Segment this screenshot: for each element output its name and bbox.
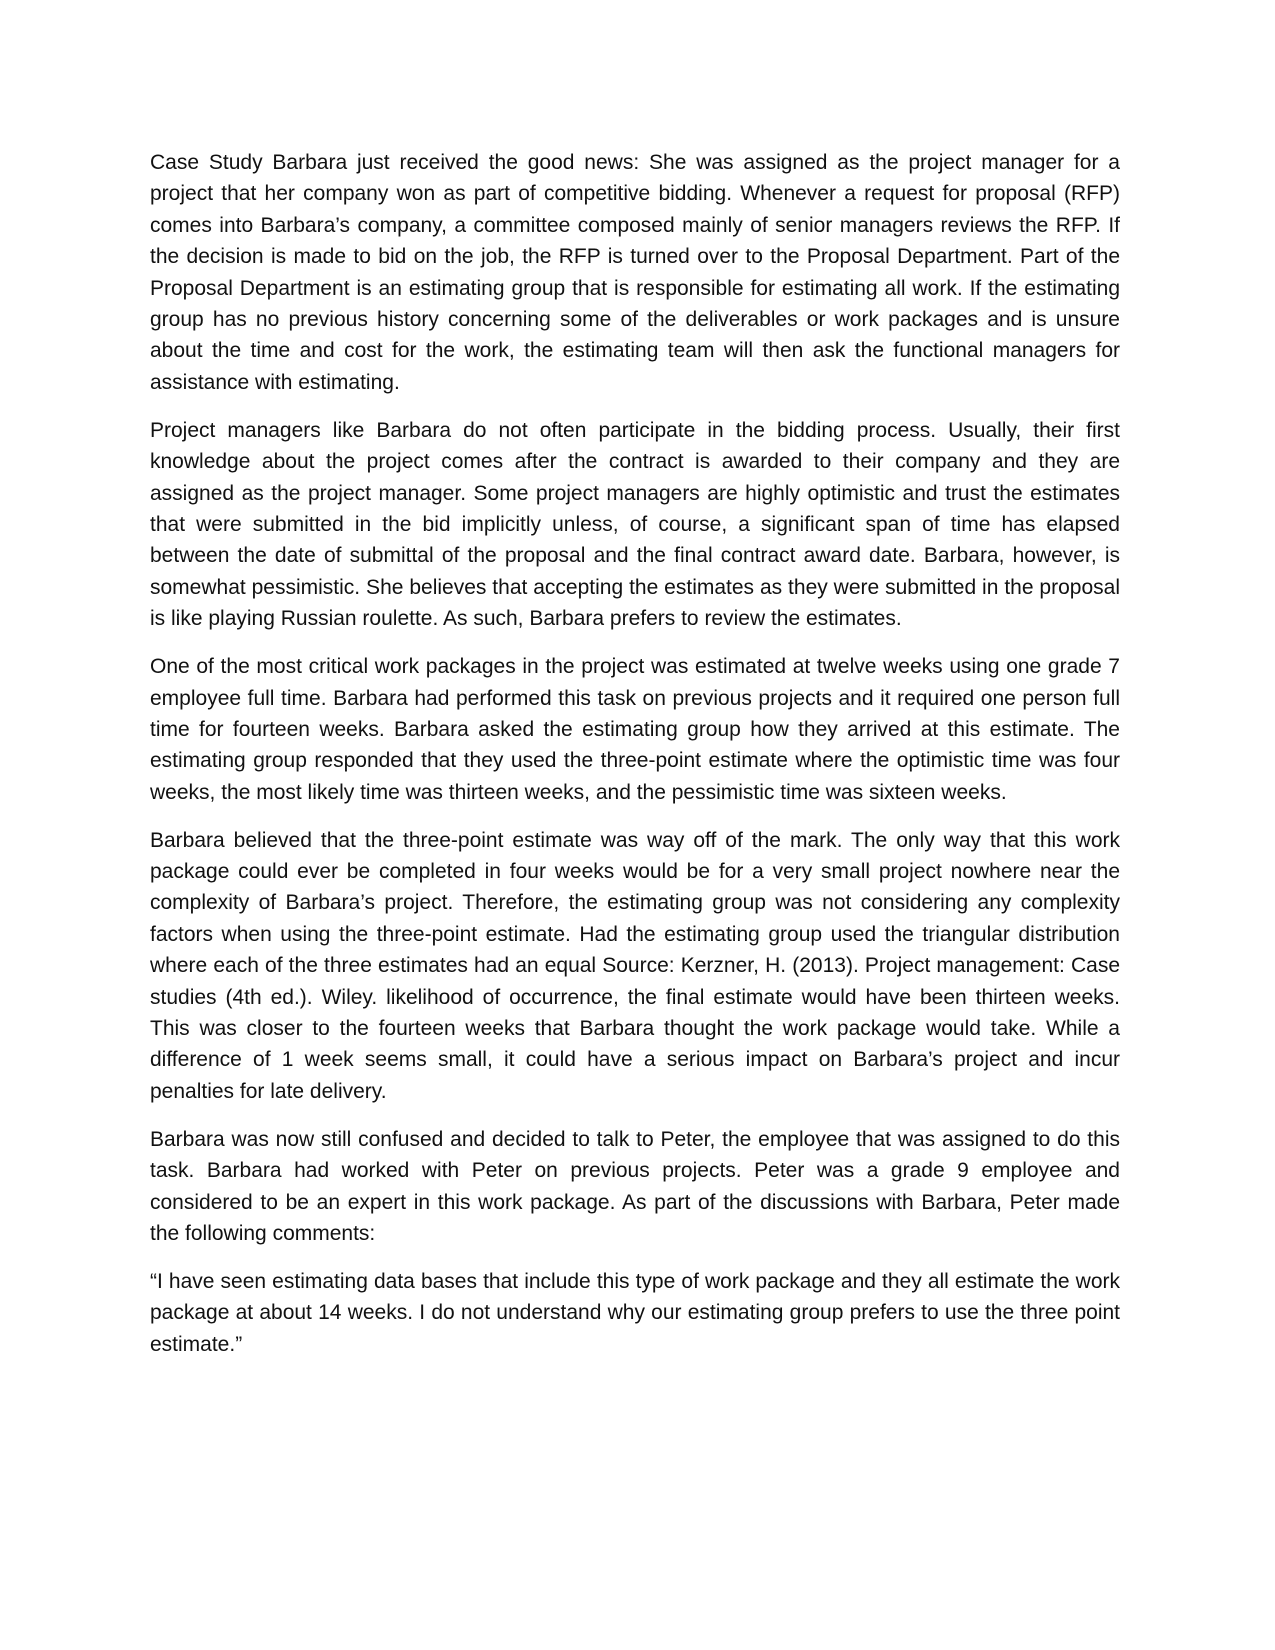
document-body [150,147,1120,1360]
paragraph-critical-work-package: One of the most critical work packages in the project was estimated at twelve weeks using one grade 7 employee full time. Barbara had performed this task on previous projects and it required one person full time for fourteen weeks. Barbara asked the estimating group how they arrived at this estimate. The estimating group responded that they used the three-point estimate where the optimistic time was four weeks, the most likely time was thirteen weeks, and the pessimistic time was sixteen weeks. [150,655,1120,804]
paragraph-project-managers: Project managers like Barbara do not often participate in the bidding process. Usually, their first knowledge about the project comes after the contract is awarded to their company and they are assigned as the project manager. Some project managers are highly optimistic and trust the estimates that were submitted in the bid implicitly unless, of course, a significant span of time has elapsed between the date of submittal of the proposal and the final contract award date. Barbara, however, is somewhat pessimistic. She believes that accepting the estimates as they were submitted in the proposal is like playing Russian roulette. As such, Barbara prefers to review the estimates. [150,418,1120,631]
paragraph-three-point-estimate: Barbara believed that the three-point estimate was way off of the mark. The only way that this work package could ever be completed in four weeks would be for a very small project nowhere near the complexity of Barbara’s project. Therefore, the estimating group was not considering any complexity factors when using the three-point estimate. Had the estimating group used the triangular distribution where each of the three estimates had an equal Source: Kerzner, H. (2013). Project management: Case studies (4th ed.). Wiley. likelihood of occurrence, the final estimate would have been thirteen weeks. This was closer to the fourteen weeks that Barbara thought the work package would take. While a difference of 1 week seems small, it could have a serious impact on Barbara’s project and incur penalties for late delivery. [150,828,1120,1103]
paragraph-case-intro: Case Study Barbara just received the good news: She was assigned as the project manager for a project that her company won as part of competitive bidding. Whenever a request for proposal (RFP) comes into Barbara’s company, a committee composed mainly of senior managers reviews the RFP. If the decision is made to bid on the job, the RFP is turned over to the Proposal Department. Part of the Proposal Department is an estimating group that is responsible for estimating all work. If the estimating group has no previous history concerning some of the deliverables or work packages and is unsure about the time and cost for the work, the estimating team will then ask the functional managers for assistance with estimating. [150,151,1120,394]
paragraph-peter-discussion: Barbara was now still confused and decided to talk to Peter, the employee that was assigned to do this task. Barbara had worked with Peter on previous projects. Peter was a grade 9 employee and considered to be an expert in this work package. As part of the discussions with Barbara, Peter made the following comments: [150,1127,1120,1245]
paragraph-peter-quote: “I have seen estimating data bases that include this type of work package and they all estimate the work package at about 14 weeks. I do not understand why our estimating group prefers to use the three point estimate.” [150,1269,1120,1356]
